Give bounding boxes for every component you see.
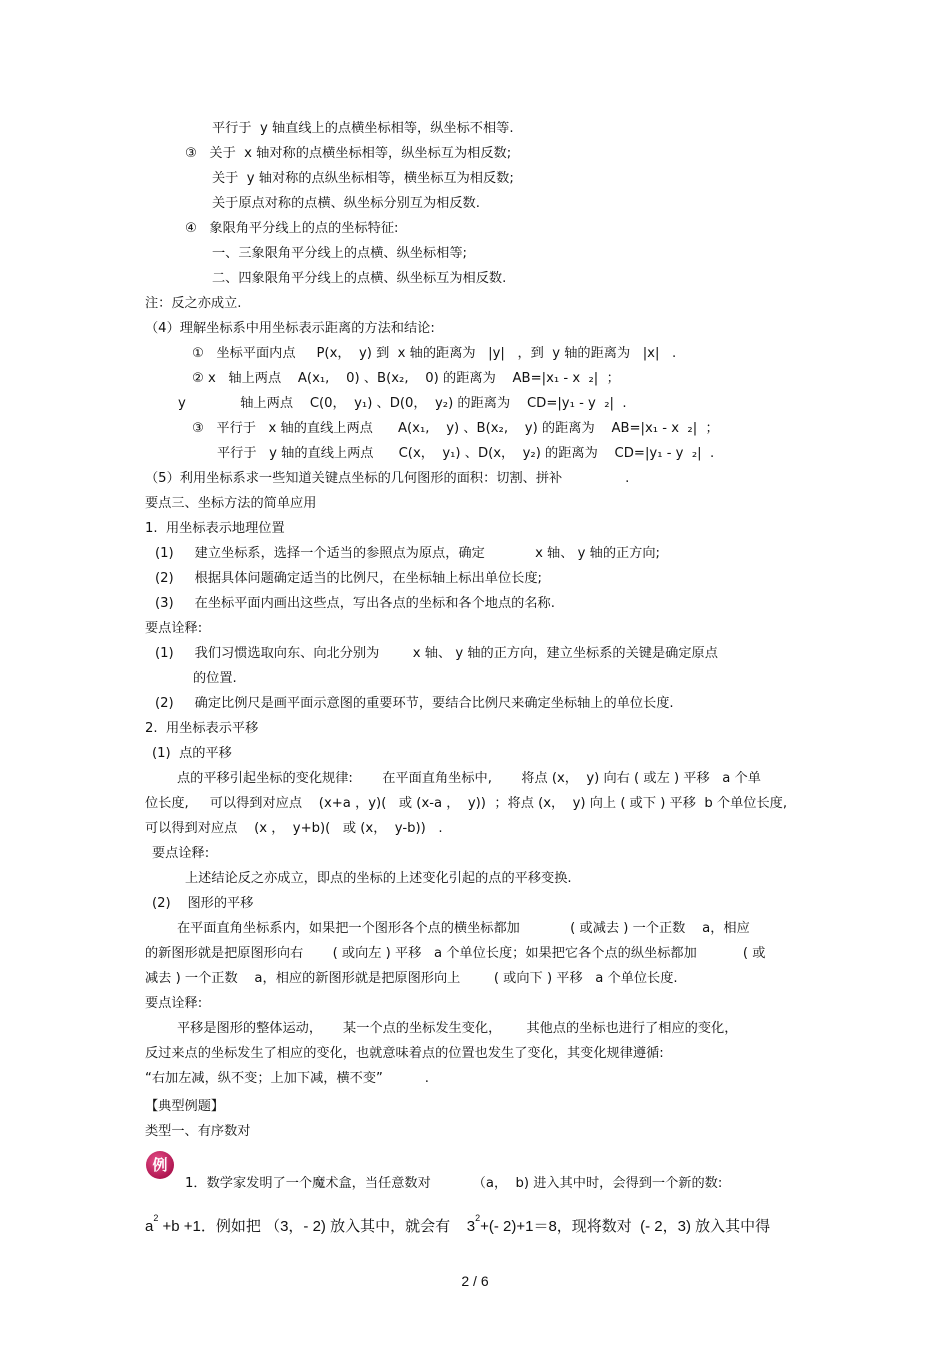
text-line: “右加左减，纵不变；上加下减，横不变” .	[145, 1071, 429, 1086]
text-line: 上述结论反之亦成立，即点的坐标的上述变化引起的点的平移变换.	[185, 871, 572, 886]
example-badge-label: 例	[152, 1156, 168, 1174]
formula-line	[145, 1213, 770, 1236]
text-line: ③ 关于 x 轴对称的点横坐标相等，纵坐标互为相反数;	[185, 146, 512, 161]
text-line: 要点诠释:	[145, 996, 203, 1011]
text-line: 关于 y 轴对称的点纵坐标相等，横坐标互为相反数;	[212, 171, 514, 186]
text-line: 2. 用坐标表示平移	[145, 721, 259, 736]
text-line: 二、四象限角平分线上的点横、纵坐标互为相反数.	[212, 271, 507, 286]
text-line: 要点诠释:	[152, 846, 210, 861]
text-line: 要点诠释:	[145, 621, 203, 636]
formula-square-1: 2	[153, 1213, 159, 1223]
text-line: （5）利用坐标系求一些知道关键点坐标的几何图形的面积：切割、拼补 .	[145, 471, 630, 486]
text-line: 1．数学家发明了一个魔术盒，当任意数对 （a， b) 进入其中时，会得到一个新的数:	[185, 1176, 723, 1191]
text-line: 一、三象限角平分线上的点横、纵坐标相等;	[212, 246, 468, 261]
text-line: 平移是图形的整体运动， 某一个点的坐标发生变化， 其他点的坐标也进行了相应的变化，	[177, 1021, 738, 1036]
text-line: 的位置.	[193, 671, 237, 686]
text-line: ① 坐标平面内点 P(x， y) 到 x 轴的距离为 |y| ，到 y 轴的距离为 |x| .	[192, 346, 677, 361]
text-line: ③ 平行于 x 轴的直线上两点 A(x₁, y) 、B(x₂, y) 的距离为 AB=|x₁ - x ₂| ；	[192, 421, 719, 436]
text-line: 在平面直角坐标系内，如果把一个图形各个点的横坐标都加 ( 或减去 ) 一个正数 a，相应	[177, 921, 750, 936]
text-line: y 轴上两点 C(0， y₁) 、D(0， y₂) 的距离为 CD=|y₁ - y ₂| .	[178, 396, 627, 411]
formula-rest: +(- 2)+1＝8，现将数对 (- 2，3) 放入其中得	[480, 1218, 771, 1235]
text-line: (2) 根据具体问题确定适当的比例尺，在坐标轴上标出单位长度;	[155, 571, 542, 586]
formula-plus-b: +b +1．例如把 （3，- 2) 放入其中，就会有 3	[158, 1218, 476, 1235]
text-line: (1) 点的平移	[152, 746, 232, 761]
text-line: 反过来点的坐标发生了相应的变化，也就意味着点的位置也发生了变化，其变化规律遵循:	[145, 1046, 664, 1061]
formula-square-2: 2	[475, 1213, 481, 1223]
text-line: (1) 建立坐标系，选择一个适当的参照点为原点，确定 x 轴、 y 轴的正方向;	[155, 546, 661, 561]
text-line: 1. 用坐标表示地理位置	[145, 521, 285, 536]
text-line: 位长度, 可以得到对应点 (x+a ，y)( 或 (x-a ， y)) ；将点 (x， y) 向上 ( 或下 ) 平移 b 个单位长度,	[145, 796, 788, 811]
text-line: (2) 图形的平移	[152, 896, 254, 911]
text-line: 平行于 y 轴的直线上两点 C(x， y₁) 、D(x， y₂) 的距离为 CD=|y₁ - y ₂| .	[217, 446, 715, 461]
text-line: 【典型例题】	[145, 1099, 225, 1114]
text-line: (2) 确定比例尺是画平面示意图的重要环节，要结合比例尺来确定坐标轴上的单位长度.	[155, 696, 674, 711]
text-line: 类型一、有序数对	[145, 1124, 251, 1139]
text-line: 可以得到对应点 (x ， y+b)( 或 (x， y-b)) .	[145, 821, 443, 836]
text-line: 减去 ) 一个正数 a，相应的新图形就是把原图形向上 ( 或向下 ) 平移 a 个单位长度.	[145, 971, 678, 986]
text-line: 要点三、坐标方法的简单应用	[145, 496, 317, 511]
text-line: 的新图形就是把原图形向右 ( 或向左 ) 平移 a 个单位长度；如果把它各个点的纵坐标都加 ( 或	[145, 946, 766, 961]
text-line: (3) 在坐标平面内画出这些点，写出各点的坐标和各个地点的名称.	[155, 596, 555, 611]
text-line: ④ 象限角平分线上的点的坐标特征:	[185, 221, 399, 236]
text-line: 关于原点对称的点横、纵坐标分别互为相反数.	[212, 196, 480, 211]
page-number: 2 / 6	[461, 1273, 489, 1289]
formula-a: a	[145, 1218, 154, 1235]
text-line: 点的平移引起坐标的变化规律: 在平面直角坐标中, 将点 (x， y) 向右 ( 或左 ) 平移 a 个单	[177, 771, 761, 786]
text-line: ② x 轴上两点 A(x₁, 0) 、B(x₂, 0) 的距离为 AB=|x₁ - x ₂| ；	[192, 371, 620, 386]
text-line: (1) 我们习惯选取向东、向北分别为 x 轴、 y 轴的正方向，建立坐标系的关键是确定原点	[155, 646, 718, 661]
text-line: 平行于 y 轴直线上的点横坐标相等，纵坐标不相等.	[212, 121, 514, 136]
example-badge-icon	[145, 1150, 175, 1180]
text-line: （4）理解坐标系中用坐标表示距离的方法和结论:	[145, 321, 435, 336]
text-line: 注：反之亦成立.	[145, 296, 242, 311]
